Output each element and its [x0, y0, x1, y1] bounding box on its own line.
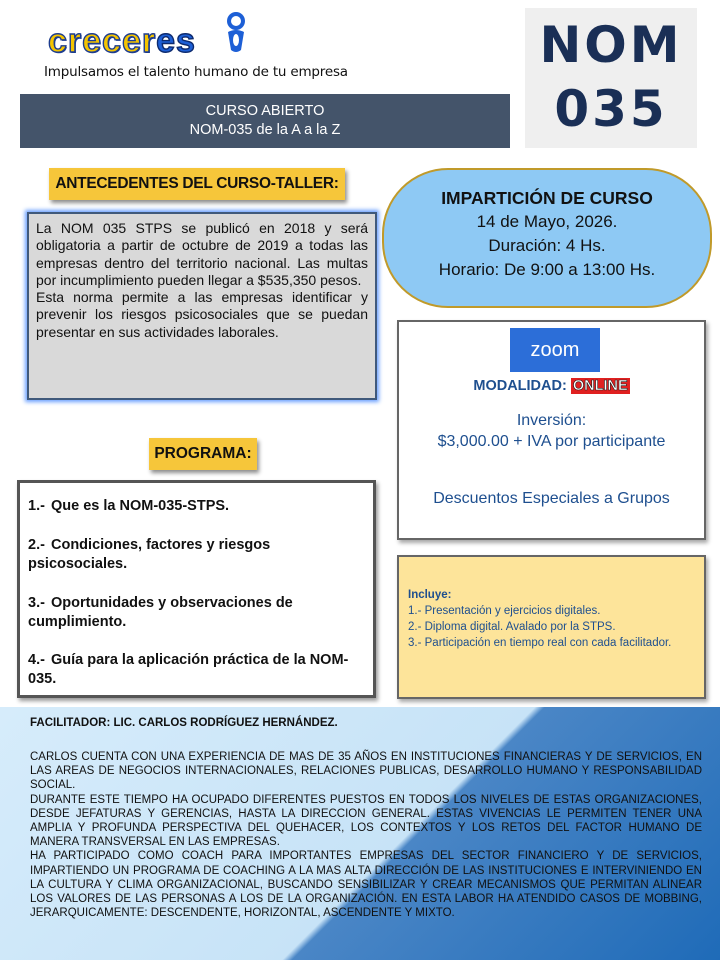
incluye-item-number: 1.- [408, 605, 422, 617]
programa-item-text: Oportunidades y observaciones de cumplimiento. [28, 595, 293, 630]
facilitador-title: FACILITADOR: LIC. CARLOS RODRÍGUEZ HERNÁNDEZ. [30, 717, 338, 729]
incluye-title: Incluye: [408, 589, 452, 601]
logo-tagline: Impulsamos el talento humano de tu empresa [44, 64, 348, 80]
modalidad-panel [397, 320, 706, 540]
incluye-panel [397, 555, 706, 699]
logo-word-part1: crecer [48, 22, 157, 60]
programa-box [17, 480, 376, 698]
facilitador-bio [30, 750, 702, 920]
inversion-value: $3,000.00 + IVA por participante [437, 433, 666, 450]
programa-item [28, 497, 358, 516]
badge-line-1: NOM [539, 16, 683, 74]
course-header [20, 94, 510, 148]
antecedentes-paragraph-1: La NOM 035 STPS se publicó en 2018 y será obligatoria a partir de octubre de 2019 a todas las empresas dentro del territorio nacional. Las multas por incumplimiento pueden llegar a $535,350 pesos. [36, 220, 368, 288]
incluye-item-text: Participación en tiempo real con cada facilitador. [424, 637, 672, 649]
badge-line-2: 035 [554, 80, 668, 138]
programa-item-number: 4.- [28, 652, 45, 668]
course-type: CURSO ABIERTO [205, 103, 325, 119]
antecedentes-title: ANTECEDENTES DEL CURSO-TALLER: [49, 168, 345, 200]
antecedentes-box [27, 212, 377, 400]
facilitador-bio-paragraph-2: DURANTE ESTE TIEMPO HA OCUPADO DIFERENTES PUESTOS EN TODOS LOS NIVELES DE ESTAS ORGANIZACIONES, DESDE JEFATURAS Y GERENCIAS, HASTA LA DIRECCION GENERAL. ESTAS VIVENCIAS LE PERMITEN TENER UNA AMPLIA Y PROFUNDA PERSPECTIVA DEL QUEHACER, LOS CONTEXTOS Y LOS RETOS DEL FACTOR HUMANO DE MANERA TRANSVERSAL EN LAS EMPRESAS. [30, 793, 702, 849]
programa-item-text: Condiciones, factores y riesgos psicosociales. [28, 537, 271, 572]
programa-item [28, 536, 358, 573]
programa-item-text: Guía para la aplicación práctica de la NOM-035. [28, 652, 349, 687]
incluye-item-text: Diploma digital. Avalado por la STPS. [424, 621, 616, 633]
modalidad-line [399, 378, 704, 394]
course-schedule: Horario: De 9:00 a 13:00 Hs. [438, 260, 656, 279]
course-name: NOM-035 de la A a la Z [189, 122, 341, 138]
logo-word-part2: es [156, 22, 196, 60]
programa-item-text: Que es la NOM-035-STPS. [51, 498, 230, 514]
incluye-item [408, 620, 694, 635]
incluye-item-number: 3.- [408, 637, 422, 649]
incluye-item-text: Presentación y ejercicios digitales. [424, 605, 601, 617]
nom-035-badge [525, 8, 697, 148]
programa-item [28, 594, 358, 631]
facilitador-bio-paragraph-3: HA PARTICIPADO COMO COACH PARA IMPORTANTES EMPRESAS DEL SECTOR FINANCIERO Y DE SERVICIOS, IMPARTIENDO UN PROGRAMA DE COACHING A LA MAS ALTA DIRECCIÓN DE LAS INSTITUCIONES E INTERVINIENDO EN LA CULTURA Y CLIMA ORGANIZACIONAL, BUSCANDO SENSIBILIZAR Y CREAR MECANISMOS QUE PERMITAN ALINEAR LOS VALORES DE LAS PERSONAS A LOS DE LA ORGANIZACIÓN. EN ESTA LABOR HA ATENDIDO CASOS DE MOBBING, JERARQUICAMENTE: DESCENDENTE, HORIZONTAL, ASCENDENTE Y MIXTO. [30, 850, 702, 920]
zoom-logo-icon: zoom [510, 328, 600, 372]
inversion-label: Inversión: [516, 412, 587, 429]
course-date: 14 de Mayo, 2026. [476, 212, 618, 231]
imparticion-title: IMPARTICIÓN DE CURSO [441, 188, 653, 208]
programa-item [28, 651, 358, 688]
programa-item-number: 1.- [28, 498, 45, 514]
descuentos-text: Descuentos Especiales a Grupos [433, 490, 670, 507]
company-logo [44, 10, 348, 86]
logo-wordmark [48, 24, 196, 58]
incluye-item [408, 604, 694, 619]
person-icon [222, 10, 250, 54]
incluye-item [408, 636, 694, 651]
course-duration: Duración: 4 Hs. [488, 236, 606, 255]
antecedentes-paragraph-2: Esta norma permite a las empresas identificar y prevenir los riesgos psicosociales que se puedan presentar en sus actividades laborales. [36, 289, 368, 340]
modalidad-value: ONLINE [572, 378, 628, 394]
imparticion-oval [382, 168, 712, 308]
modalidad-label: MODALIDAD: [473, 378, 567, 394]
programa-title: PROGRAMA: [149, 438, 257, 470]
programa-item-number: 3.- [28, 595, 45, 611]
programa-item-number: 2.- [28, 537, 45, 553]
incluye-item-number: 2.- [408, 621, 422, 633]
facilitador-bio-paragraph-1: CARLOS CUENTA CON UNA EXPERIENCIA DE MAS DE 35 AÑOS EN INSTITUCIONES FINANCIERAS Y DE SERVICIOS, EN LAS AREAS DE NEGOCIOS INTERNACIONALES, RELACIONES PUBLICAS, DESARROLLO HUMANO Y RESPONSABILIDAD SOCIAL. [30, 751, 702, 792]
